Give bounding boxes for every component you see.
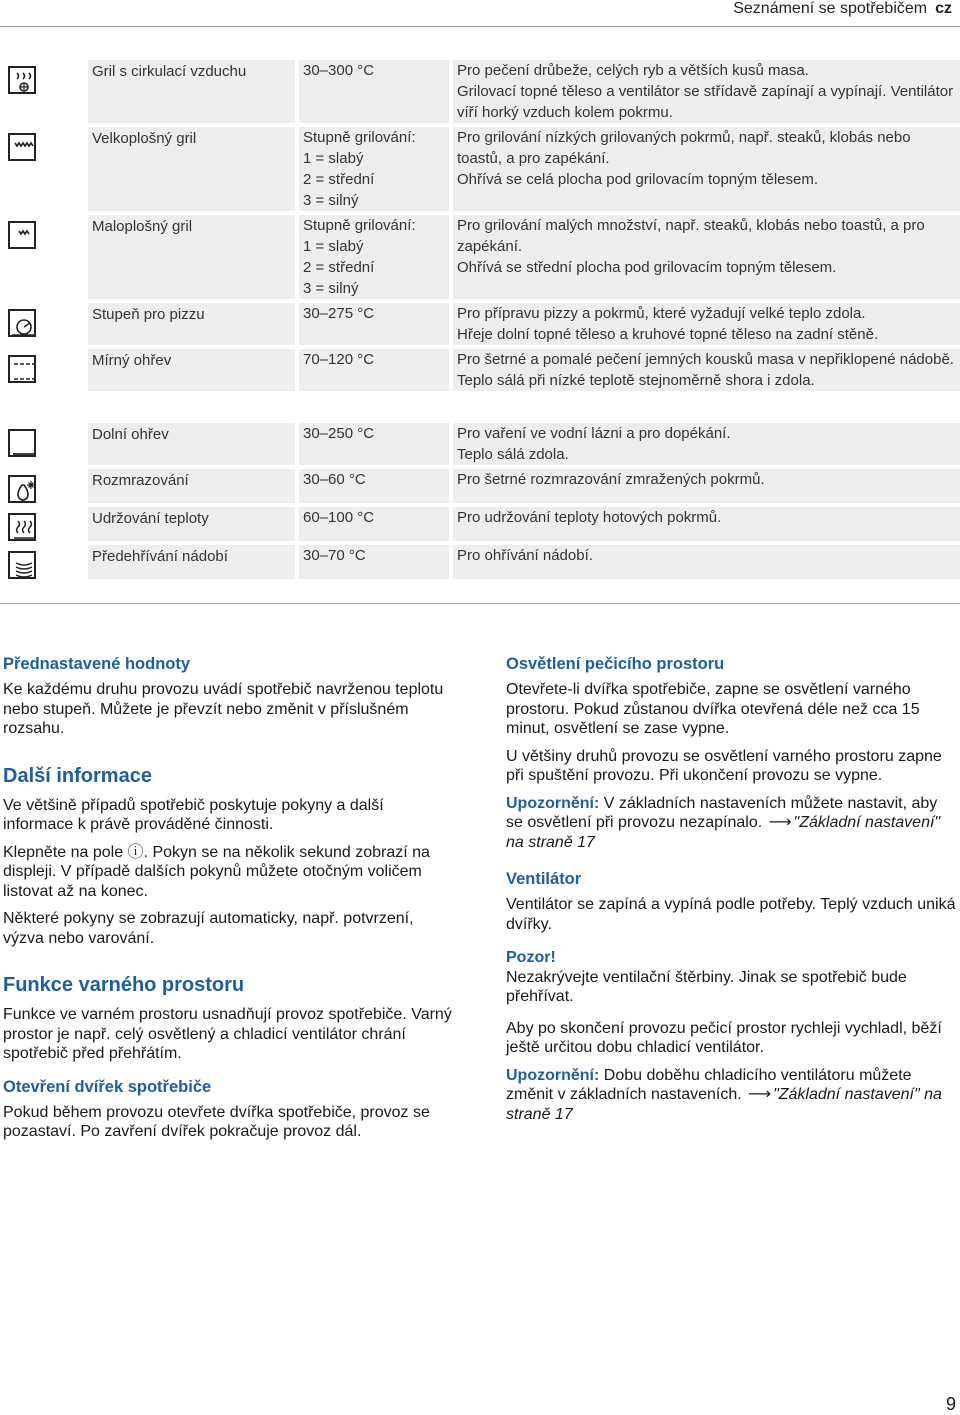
mode-description-line: Pro šetrné a pomalé pečení jemných kousků masa v nepřiklopené nádobě. [457,351,954,368]
table-row [0,303,960,345]
mode-description-line: Pro přípravu pizzy a pokrmů, které vyžadují velké teplo zdola. [457,305,866,322]
mode-name: Mírný ohřev [84,349,295,391]
mode-range [295,507,449,541]
mode-range [295,349,449,391]
table-row [0,545,960,579]
pizza-setting-icon [8,309,36,337]
mode-range-line: Stupně grilování: [303,217,416,234]
table-row [0,507,960,541]
arrow-icon: ⟶ [748,1086,772,1103]
table-spacer [0,391,960,413]
caution [506,948,956,1007]
mode-description [449,60,960,123]
mode-icon-cell [0,215,84,299]
note-2-text: Dobu doběhu chladicího ventilátoru můžete změnit v základních nastaveních. [506,1066,912,1103]
gentle-heat-icon [8,355,36,383]
page-header [0,0,960,22]
mode-range-line: 30–60 °C [303,471,366,488]
mode-description-line: Pro pečení drůbeže, celých ryb a větších kusů masa. [457,62,809,79]
preset-text: Ke každému druhu provozu uvádí spotřebič navrženou teplotu nebo stupeň. Můžete je převzít nebo změnit v příslušném rozsahu. [3,681,444,737]
mode-range-line: 30–70 °C [303,547,366,564]
mode-name: Předehřívání nádobí [84,545,295,579]
defrost-icon [8,475,36,503]
mode-range-line: 30–250 °C [303,425,375,442]
caution-label: Pozor! [506,949,556,966]
light-p2: U většiny druhů provozu se osvětlení varného prostoru zapne při spuštění provozu. Při ukončení provozu se vypne. [506,747,942,784]
mode-range [295,127,449,211]
more-info-p2: Klepněte na pole ⓘ. Pokyn se na několik sekund zobrazí na displeji. V případě dalších pokynů můžete otočným voličem listovat až na konec. [3,843,430,900]
mode-name: Stupeň pro pizzu [84,303,295,345]
mode-description [449,349,960,391]
table-row [0,127,960,211]
door-text: Pokud během provozu otevřete dvířka spotřebiče, provoz se pozastaví. Po zavření dvířek pokračuje provoz dál. [3,1103,430,1140]
mode-range-line: 30–275 °C [303,305,375,322]
mode-icon-cell [0,423,84,465]
note-1 [506,794,956,853]
fan-text: Ventilátor se zapíná a vypíná podle potřeby. Teplý vzduch uniká dvířky. [506,896,956,933]
full-width-grill-icon [8,133,36,161]
table-row [0,60,960,123]
table-row [0,215,960,299]
fan-p2: Aby po skončení provozu pečicí prostor rychleji vychladl, běží ještě určitou dobu chladicí ventilátor. [506,1019,942,1056]
mode-name: Velkoplošný gril [84,127,295,211]
note-1-label: Upozornění: [506,794,600,812]
mode-description-line: Hřeje dolní topné těleso a kruhové topné těleso na zadní stěně. [457,326,879,343]
mode-description-line: Ohřívá se střední plocha pod grilovacím topným tělesem. [457,259,837,276]
mode-range [295,215,449,299]
mode-range-line: 2 = střední [303,171,375,188]
mode-range [295,303,449,345]
more-info-heading: Další informace [3,764,152,787]
cavity-functions-text: Funkce ve varném prostoru usnadňují provoz spotřebiče. Varný prostor je např. celý osvětlený a chladicí ventilátor chrání spotřebič před přehřátím. [3,1006,452,1062]
mode-icon-cell [0,507,84,541]
mode-description-line: Teplo sálá zdola. [457,446,569,463]
table-bottom-rule [0,583,960,604]
mode-description-line: Pro udržování teploty hotových pokrmů. [457,509,722,526]
mode-range [295,545,449,579]
more-info-p1: Ve většině případů spotřebič poskytuje pokyny a další informace k právě prováděné činnosti. [3,796,384,833]
mode-description-line: Pro ohřívání nádobí. [457,547,593,564]
header-lang: cz [935,0,952,17]
mode-description [449,469,960,503]
header-section: Seznámení se spotřebičem [733,0,928,17]
mode-description-line: Pro vaření ve vodní lázni a pro dopékání. [457,425,731,442]
centre-area-grill-icon [8,221,36,249]
mode-description [449,127,960,211]
note-1-text: V základních nastaveních můžete nastavit, aby se osvětlení při provozu nezapínalo. [506,794,938,831]
mode-description [449,215,960,299]
mode-range-line: 30–300 °C [303,62,375,79]
note-2-label: Upozornění: [506,1066,600,1084]
note-2 [506,1066,956,1125]
mode-range [295,60,449,123]
mode-icon-cell [0,545,84,579]
right-column [506,655,956,1132]
table-row [0,349,960,391]
mode-description-line: Pro grilování malých množství, např. steaků, klobás nebo toastů, a pro zapékání. [457,217,925,255]
mode-description-line: Pro grilování nízkých grilovaných pokrmů, např. steaků, klobás nebo toastů, a pro zapékání. [457,129,911,167]
mode-icon-cell [0,469,84,503]
header-rule [0,26,960,27]
mode-description [449,545,960,579]
bottom-heat-icon [8,429,36,457]
mode-icon-cell [0,60,84,123]
left-column [3,655,453,1150]
table-row [0,423,960,465]
mode-icon-cell [0,303,84,345]
light-p1: Otevřete-li dvířka spotřebiče, zapne se osvětlení varného prostoru. Pokud zůstanou dvířka otevřená déle než cca 15 minut, osvětlení se zase vypne. [506,681,920,737]
header-title [733,0,952,18]
mode-description-line: Pro šetrné rozmrazování zmražených pokrmů. [457,471,765,488]
caution-text: Nezakrývejte ventilační štěrbiny. Jinak se spotřebič bude přehřívat. [506,968,907,1005]
circulated-air-grill-icon [8,66,36,94]
mode-range-line: 70–120 °C [303,351,375,368]
mode-description-line: Grilovací topné těleso a ventilátor se střídavě zapínají a vypínají. Ventilátor víří horký vzduch kolem pokrmu. [457,83,954,121]
more-info-p3: Některé pokyny se zobrazují automaticky, např. potvrzení, výzva nebo varování. [3,910,414,947]
mode-range-line: Stupně grilování: [303,129,416,146]
mode-range-line: 1 = slabý [303,150,364,167]
plate-warming-icon [8,551,36,579]
door-heading: Otevření dvířek spotřebiče [3,1077,212,1096]
note-1-reference[interactable]: "Základní nastavení" na straně 17 [506,814,941,851]
mode-range-line: 3 = silný [303,280,359,297]
mode-range-line: 60–100 °C [303,509,375,526]
mode-range-line: 1 = slabý [303,238,364,255]
mode-description [449,507,960,541]
preset-heading: Přednastavené hodnoty [3,655,191,673]
mode-name: Maloplošný gril [84,215,295,299]
mode-icon-cell [0,349,84,391]
mode-description-line: Teplo sálá při nízké teplotě stejnoměrně shora i zdola. [457,372,815,389]
mode-description [449,303,960,345]
table-row [0,469,960,503]
note-2-reference[interactable]: "Základní nastavení" na straně 17 [506,1086,942,1123]
table-gap [0,413,960,423]
mode-range-line: 2 = střední [303,259,375,276]
mode-name: Gril s cirkulací vzduchu [84,60,295,123]
mode-name: Dolní ohřev [84,423,295,465]
mode-icon-cell [0,127,84,211]
mode-name: Rozmrazování [84,469,295,503]
page-number: 9 [945,1394,956,1414]
operating-modes-table [0,60,960,604]
cavity-functions-heading: Funkce varného prostoru [3,974,245,996]
mode-range-line: 3 = silný [303,192,359,209]
light-heading: Osvětlení pečicího prostoru [506,655,725,673]
mode-description [449,423,960,465]
mode-range [295,423,449,465]
fan-heading: Ventilátor [506,870,582,888]
mode-description-line: Ohřívá se celá plocha pod grilovacím topným tělesem. [457,171,819,188]
mode-name: Udržování teploty [84,507,295,541]
mode-range [295,469,449,503]
arrow-icon: ⟶ [768,814,792,831]
keep-warm-icon [8,513,36,541]
